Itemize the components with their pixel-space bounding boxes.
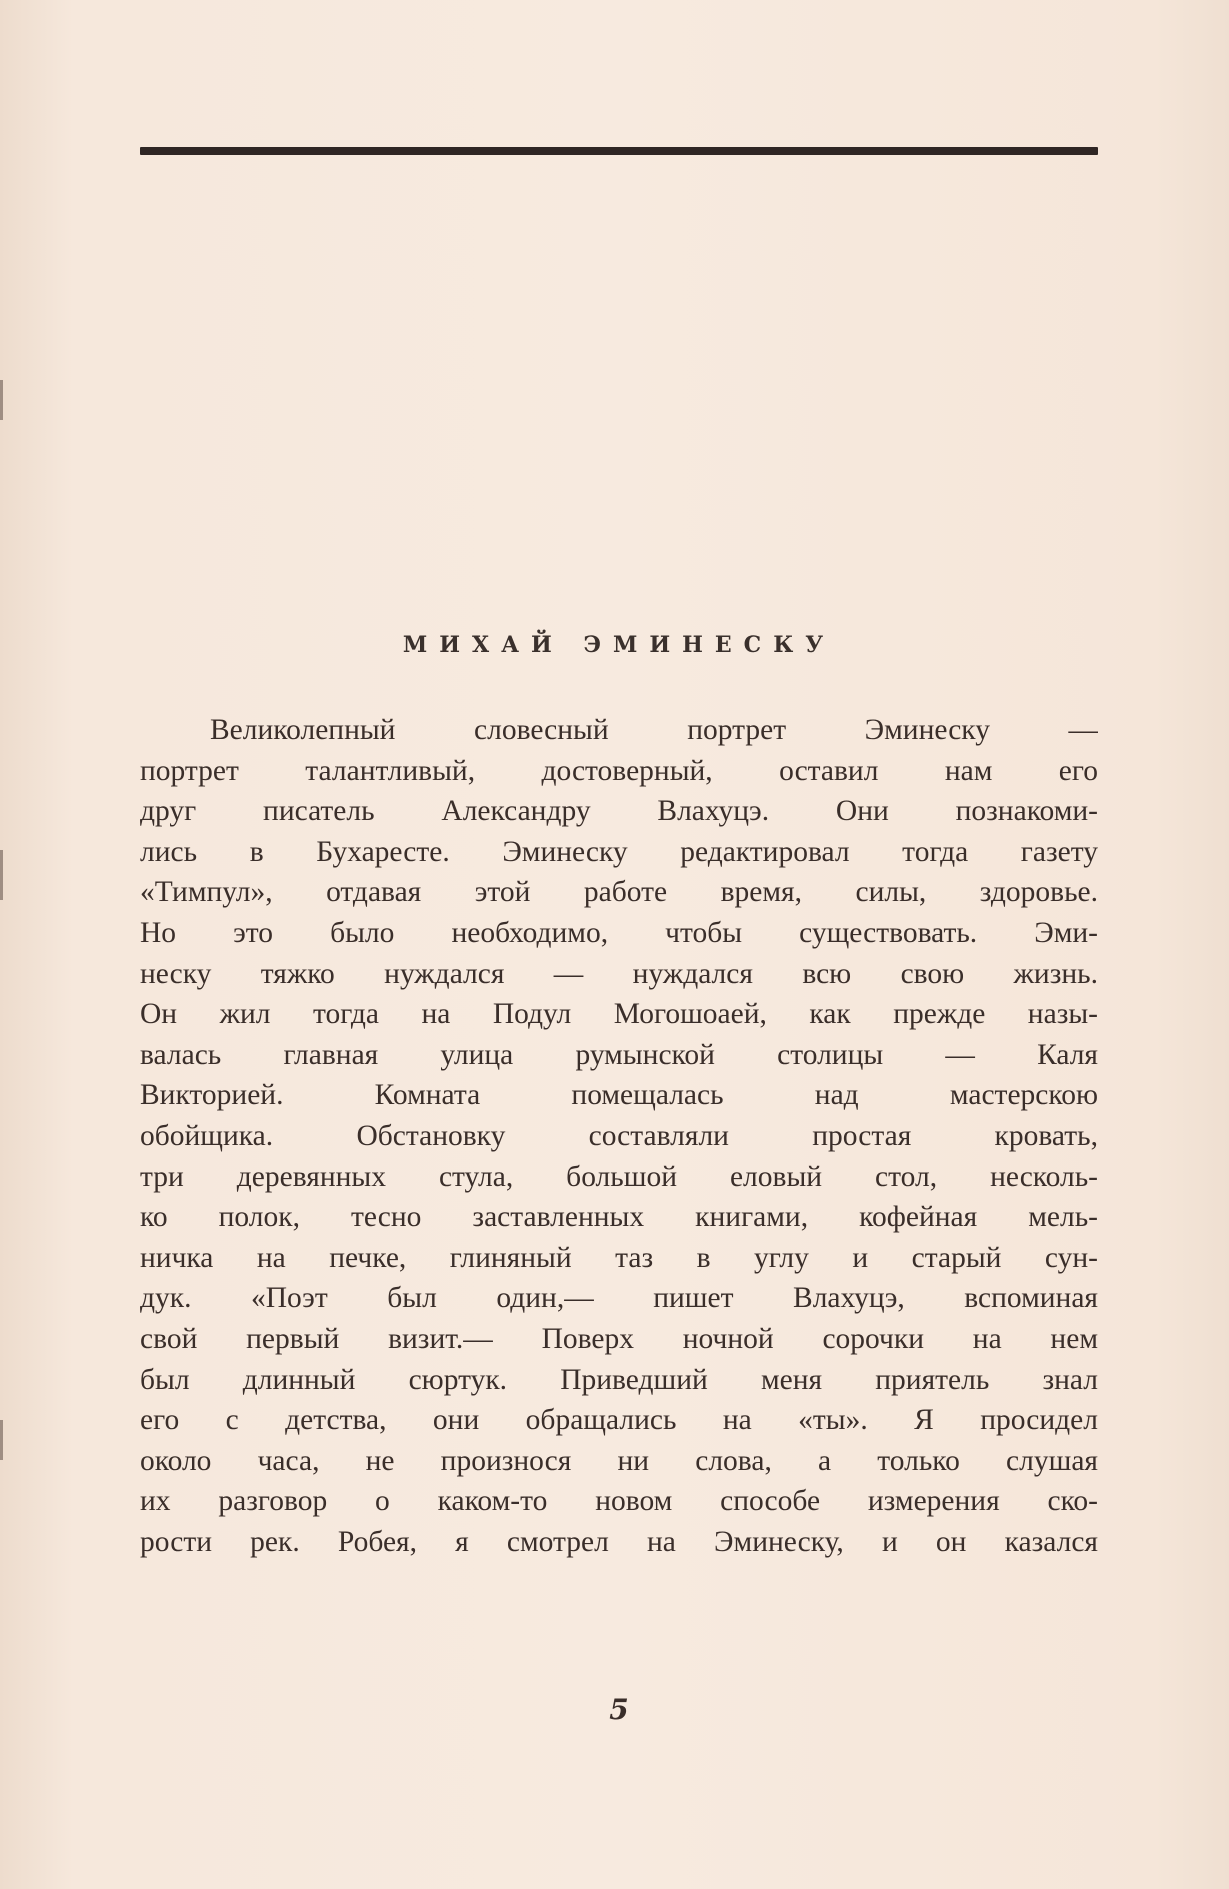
text-line: рости рек. Робея, я смотрел на Эминеску, и он казался [140, 1525, 1098, 1558]
text-line: обойщика. Обстановку составляли простая кровать, [140, 1119, 1098, 1152]
text-line: три деревянных стула, большой еловый стол, несколь- [140, 1160, 1098, 1193]
chapter-heading: МИХАЙ ЭМИНЕСКУ [402, 632, 836, 658]
text-line: валась главная улица румынской столицы — Каля [140, 1038, 1098, 1071]
text-line: портрет талантливый, достоверный, оставил нам его [140, 754, 1098, 787]
page-edge-mark [0, 1420, 3, 1460]
text-line: Но это было необходимо, чтобы существовать. Эми- [140, 916, 1098, 949]
text-line: ничка на печке, глиняный таз в углу и старый сун- [140, 1241, 1098, 1274]
text-line: друг писатель Александру Влахуцэ. Они познакоми- [140, 795, 1098, 828]
text-line: их разговор о каком-то новом способе измерения ско- [140, 1485, 1098, 1518]
text-line: около часа, не произнося ни слова, а только слушая [140, 1444, 1098, 1477]
text-line: свой первый визит.— Поверх ночной сорочки на нем [140, 1322, 1098, 1355]
text-line: неску тяжко нуждался — нуждался всю свою жизнь. [140, 957, 1098, 990]
body-text [140, 710, 1098, 1562]
text-line: «Тимпул», отдавая этой работе время, силы, здоровье. [140, 876, 1098, 909]
text-line: Он жил тогда на Подул Могошоаей, как прежде назы- [140, 998, 1098, 1031]
text-line: лись в Бухаресте. Эминеску редактировал тогда газету [140, 835, 1098, 868]
page-number: 5 [609, 1693, 629, 1726]
page-edge-mark [0, 850, 3, 900]
header-rule [140, 147, 1098, 155]
text-line: дук. «Поэт был один,— пишет Влахуцэ, вспоминая [140, 1282, 1098, 1315]
text-line: был длинный сюртук. Приведший меня приятель знал [140, 1363, 1098, 1396]
page-edge-mark [0, 380, 3, 420]
text-line: Великолепный словесный портрет Эминеску — [210, 714, 1098, 746]
text-line: Викторией. Комната помещалась над мастерскою [140, 1079, 1098, 1112]
text-line: его с детства, они обращались на «ты». Я просидел [140, 1404, 1098, 1437]
text-line: ко полок, тесно заставленных книгами, кофейная мель- [140, 1201, 1098, 1234]
